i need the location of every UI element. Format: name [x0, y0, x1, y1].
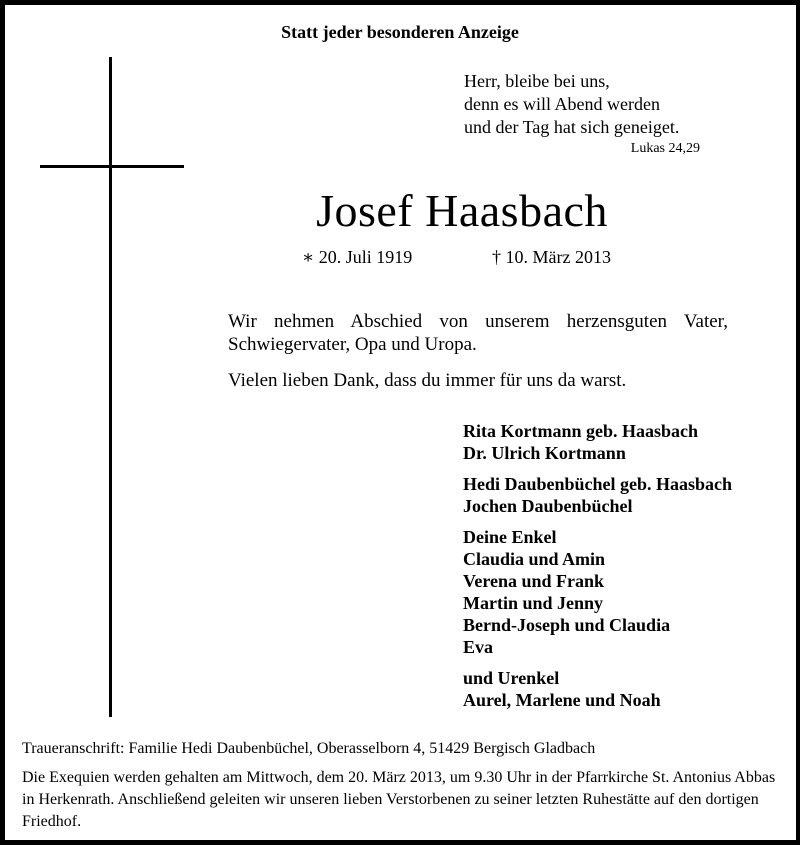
mourner-group [463, 526, 732, 658]
cross-icon-horizontal [40, 165, 184, 168]
farewell-message: Wir nehmen Abschied von unserem herzensguten Vater, Schwiegervater, Opa und Uropa. [228, 311, 728, 355]
mourner-name: Eva [463, 637, 494, 657]
cross-icon-vertical [109, 57, 112, 717]
mourner-group [463, 420, 732, 464]
notice-header: Statt jeder besonderen Anzeige [281, 22, 519, 42]
mourner-name: Jochen Daubenbüchel [463, 496, 633, 516]
mourner-name: Aurel, Marlene und Noah [463, 690, 661, 710]
mourner-name: Deine Enkel [463, 527, 557, 547]
mourning-address: Traueranschrift: Familie Hedi Daubenbüchel, Oberasselborn 4, 51429 Bergisch Gladbach [22, 740, 596, 757]
mourner-name: und Urenkel [463, 668, 560, 688]
funeral-details: Die Exequien werden gehalten am Mittwoch, dem 20. März 2013, um 9.30 Uhr in der Pfarrkirche St. Antonius Abbas in Herkenrath. Anschließend geleiten wir unseren lieben Verstorbenen zu seiner letzten Ruhestätte auf den dortigen Friedhof. [22, 769, 776, 830]
bible-verse [464, 70, 679, 139]
mourner-name: Verena und Frank [463, 571, 605, 591]
verse-line: denn es will Abend werden [464, 94, 660, 114]
verse-reference: Lukas 24,29 [630, 141, 700, 156]
verse-line: Herr, bleibe bei uns, [464, 71, 610, 91]
mourner-name: Dr. Ulrich Kortmann [463, 443, 626, 463]
birth-date: ∗ 20. Juli 1919 [302, 247, 413, 267]
thanks-message: Vielen lieben Dank, dass du immer für uns da warst. [228, 370, 627, 391]
mourner-group [463, 667, 732, 711]
mourner-group [463, 473, 732, 517]
mourners-list [463, 420, 732, 720]
mourner-name: Claudia und Amin [463, 549, 606, 569]
mourner-name: Hedi Daubenbüchel geb. Haasbach [463, 474, 733, 494]
verse-line: und der Tag hat sich geneiget. [464, 117, 680, 137]
mourner-name: Bernd-Joseph und Claudia [463, 615, 671, 635]
mourner-name: Rita Kortmann geb. Haasbach [463, 421, 699, 441]
deceased-name: Josef Haasbach [316, 185, 608, 236]
death-date: † 10. März 2013 [492, 247, 611, 267]
mourner-name: Martin und Jenny [463, 593, 604, 613]
